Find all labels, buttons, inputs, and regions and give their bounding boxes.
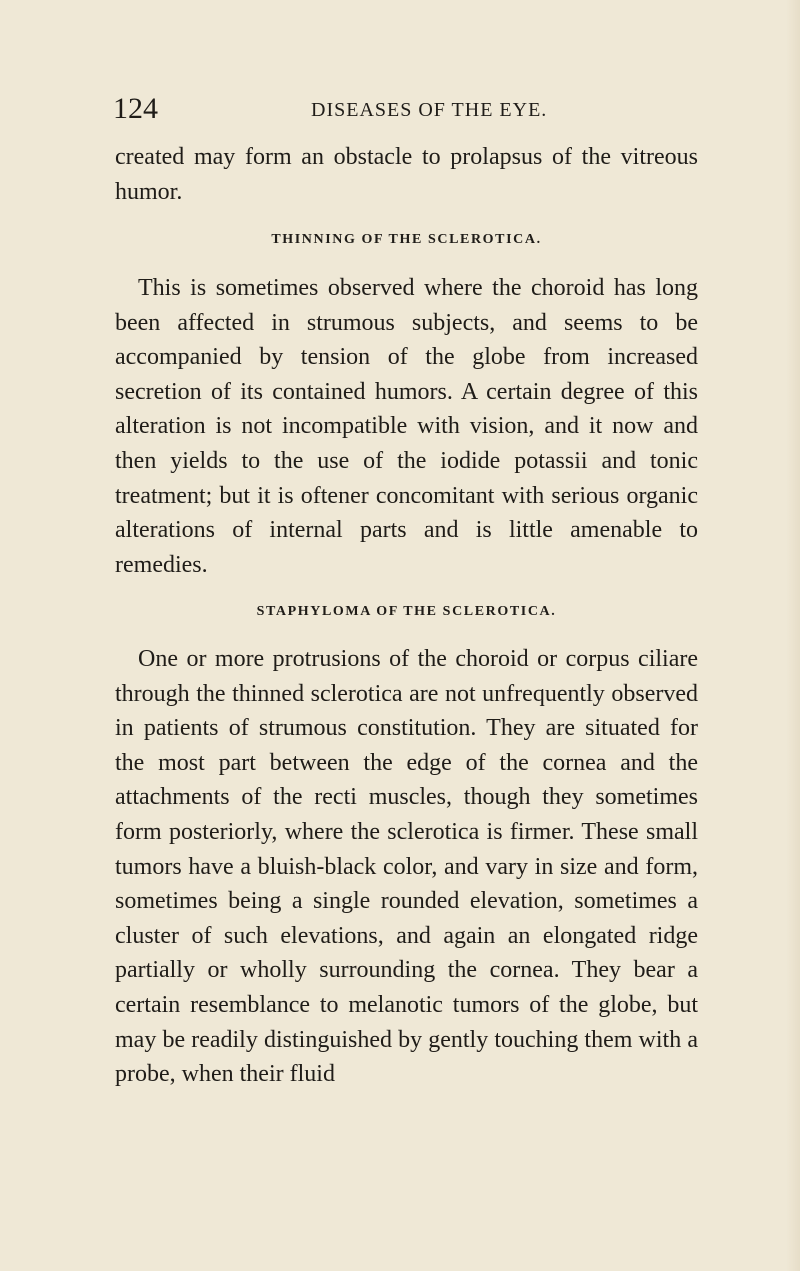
running-head: [113, 92, 713, 126]
section-heading-staphyloma: STAPHYLOMA OF THE SCLEROTICA.: [256, 604, 557, 619]
page-edge-shadow: [786, 0, 800, 1271]
running-title: DISEASES OF THE EYE.: [311, 99, 548, 121]
section-thinning-body: [115, 271, 698, 582]
section-staphyloma-body: [115, 642, 698, 1092]
page-number: 124: [113, 92, 158, 125]
section-heading-thinning: THINNING OF THE SCLEROTICA.: [271, 232, 542, 247]
paragraph-staphyloma: One or more protrusions of the choroid or corpus ciliare through the thinned sclerotica are not unfrequently observed in patients of strumous constitution. They are situated for the most part between the edge of the cornea and the attachments of the recti muscles, though they sometimes form posteriorly, where the sclerotica is firmer. These small tumors have a bluish-black color, and vary in size and form, sometimes being a single rounded elevation, sometimes a cluster of such elevations, and again an elongated ridge partially or wholly surrounding the cornea. They bear a certain resemblance to melanotic tumors of the globe, but may be readily distinguished by gently touching them with a probe, when their fluid: [115, 646, 698, 1088]
continuation-paragraph: created may form an obstacle to prolapsus of the vitreous humor.: [115, 144, 698, 205]
continuation-paragraph-block: [115, 140, 698, 209]
paragraph-thinning: This is sometimes observed where the choroid has long been affected in strumous subjects, and seems to be accompanied by tension of the globe from increased secretion of its contained humors. A certain degree of this alteration is not incompatible with vision, and it now and then yields to the use of the iodide potassii and tonic treatment; but it is oftener concomitant with serious organic alterations of internal parts and is little amenable to remedies.: [115, 275, 698, 578]
